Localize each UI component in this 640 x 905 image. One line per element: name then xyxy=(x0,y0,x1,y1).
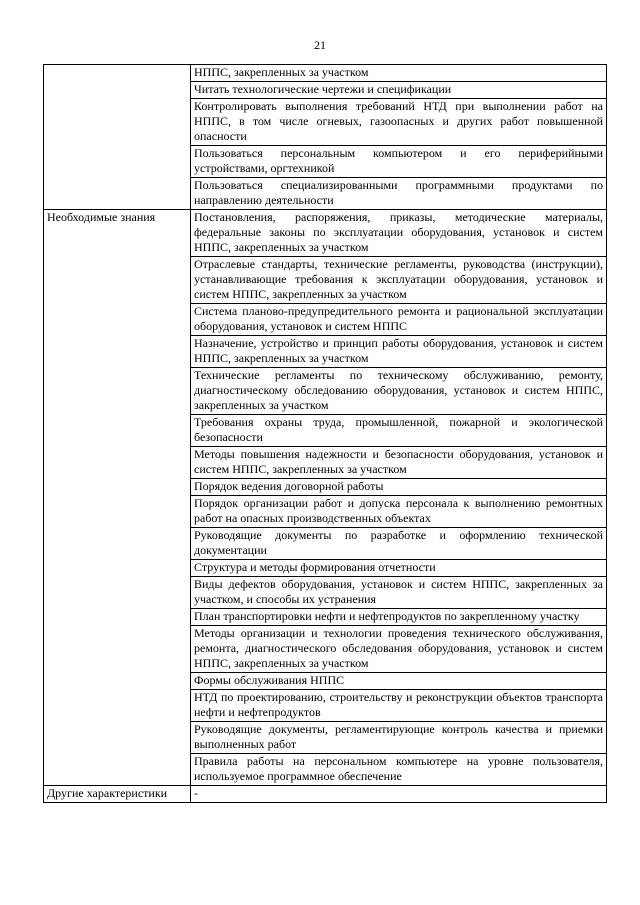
row-item-cell: План транспортировки нефти и нефтепродуктов по закрепленному участку xyxy=(191,609,607,626)
table-row xyxy=(44,786,607,803)
row-item-cell: Методы повышения надежности и безопасности оборудования, установок и систем НППС, закрепленных за участком xyxy=(191,447,607,479)
requirements-table xyxy=(43,64,607,803)
row-item-cell: Правила работы на персональном компьютере на уровне пользователя, используемое программное обеспечение xyxy=(191,754,607,786)
row-item-cell: Структура и методы формирования отчетности xyxy=(191,560,607,577)
row-item-cell: Технические регламенты по техническому обслуживанию, ремонту, диагностическому обследованию оборудования, установок и систем НППС, закрепленных за участком xyxy=(191,368,607,415)
row-item-cell: Руководящие документы по разработке и оформлению технической документации xyxy=(191,528,607,560)
row-label-cell xyxy=(44,65,191,210)
row-item-cell: Порядок организации работ и допуска персонала к выполнению ремонтных работ на опасных производственных объектах xyxy=(191,496,607,528)
row-item-cell: НТД по проектированию, строительству и реконструкции объектов транспорта нефти и нефтепродуктов xyxy=(191,690,607,722)
row-item-cell: Пользоваться персональным компьютером и его периферийными устройствами, оргтехникой xyxy=(191,146,607,178)
row-item-cell: Контролировать выполнения требований НТД при выполнении работ на НППС, в том числе огневых, газоопасных и других работ повышенной опасности xyxy=(191,99,607,146)
row-label-cell: Необходимые знания xyxy=(44,210,191,786)
table-row xyxy=(44,65,607,82)
row-item-cell: Формы обслуживания НППС xyxy=(191,673,607,690)
row-item-cell: - xyxy=(191,786,607,803)
row-item-cell: Назначение, устройство и принцип работы оборудования, установок и систем НППС, закрепленных за участком xyxy=(191,336,607,368)
row-item-cell: Читать технологические чертежи и спецификации xyxy=(191,82,607,99)
row-item-cell: Методы организации и технологии проведения технического обслуживания, ремонта, диагностического обследования оборудования, установок и систем НППС, закрепленных за участком xyxy=(191,626,607,673)
row-item-cell: Порядок ведения договорной работы xyxy=(191,479,607,496)
row-item-cell: Отраслевые стандарты, технические регламенты, руководства (инструкции), устанавливающие требования к эксплуатации оборудования, установок и систем НППС, закрепленных за участком xyxy=(191,257,607,304)
table-row xyxy=(44,210,607,257)
row-item-cell: Система планово-предупредительного ремонта и рациональной эксплуатации оборудования, установок и систем НППС xyxy=(191,304,607,336)
row-item-cell: НППС, закрепленных за участком xyxy=(191,65,607,82)
row-label-cell: Другие характеристики xyxy=(44,786,191,803)
row-item-cell: Пользоваться специализированными программными продуктами по направлению деятельности xyxy=(191,178,607,210)
row-item-cell: Требования охраны труда, промышленной, пожарной и экологической безопасности xyxy=(191,415,607,447)
row-item-cell: Руководящие документы, регламентирующие контроль качества и приемки выполненных работ xyxy=(191,722,607,754)
row-item-cell: Виды дефектов оборудования, установок и систем НППС, закрепленных за участком, и способы их устранения xyxy=(191,577,607,609)
row-item-cell: Постановления, распоряжения, приказы, методические материалы, федеральные законы по эксплуатации оборудования, установок и систем НППС, закрепленных за участком xyxy=(191,210,607,257)
page-number: 21 xyxy=(314,38,326,52)
